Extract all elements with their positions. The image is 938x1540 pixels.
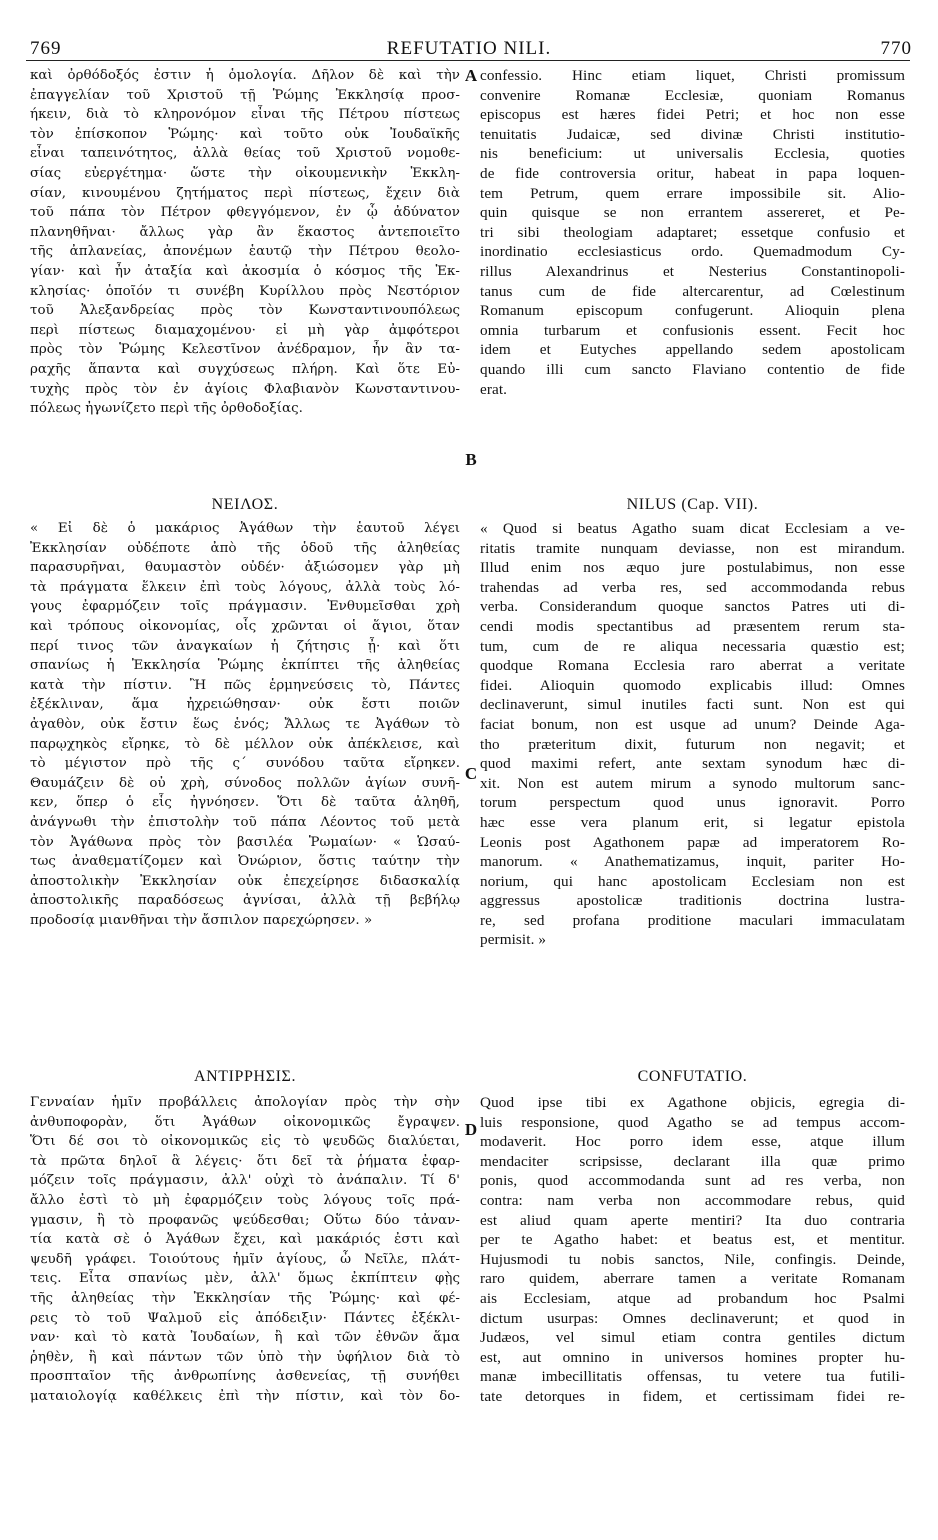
text-line: γίαν· καὶ ἦν ἀταξία καὶ ἀκοσμία ὁ κόσμος τῆς Ἐκ- (30, 263, 460, 279)
text-line: « Quod si beatus Agatho suam dicat Ecclesiam a ve- (480, 520, 905, 537)
text-line: παρασυρῆναι, θαυμαστὸν οὐδέν· ἀξιώσομεν γὰρ μὴ (30, 560, 460, 576)
text-line: τὸ μέγιστον πρὸ τῆς ς΄ συνόδου ταῦτα εἴρηκεν. (30, 756, 460, 772)
text-line: tate detorques in fidem, et certissimam fidei re- (480, 1387, 905, 1405)
text-line: Θαυμάζειν δὲ οὐ χρὴ, σύνοδος πολλῶν ἁγίων συνῆ- (30, 775, 460, 791)
text-line: dictum usurpas: Omnes declinaverunt; et quod in (480, 1309, 905, 1327)
text-line: καὶ ὀρθόδοξός ἐστιν ἡ ὁμολογία. Δῆλον δὲ καὶ τὴν (30, 68, 460, 83)
heading-confutatio: CONFUTATIO. (637, 1068, 748, 1085)
text-line: ἄλλο ἐστὶ τὸ μὴ ἐφαρμόζειν τοὺς λόγους τοῖς πρά- (30, 1192, 460, 1208)
text-line: ἀνάγνωθι τὴν ἐπιστολὴν τοῦ πάπα Λέοντος τοῦ μετὰ (30, 814, 460, 830)
text-line: per te Agatho habet: et beatus est, et mentitur. (480, 1231, 905, 1249)
latin-nilus-block (480, 519, 905, 950)
text-line: contra: nam verba non accommodare rebus, quid (480, 1191, 905, 1209)
text-line: ritatis tramite nunquam deviasse, non est mirandum. (480, 539, 905, 557)
heading-nilus: NILUS (Cap. VII). (626, 496, 759, 513)
text-line: πρὸς τὸν Ῥώμης Κελεστῖνον ἀνέδραμον, ἦν ἂν τα- (30, 342, 460, 358)
text-line: ῥηθὲν, ἢ καὶ πάντων τῶν ὑπὸ τὴν ὑφήλιον διὰ τὸ (30, 1349, 460, 1365)
header-rule (26, 60, 910, 61)
text-line: tem Petrum, quem errare impossibile sit. Alio- (480, 184, 905, 202)
text-line: Illud enim nos æquo jure postulabimus, non esse (480, 559, 905, 577)
text-line: modaverit. Hoc porro idem esse, atque illum (480, 1133, 905, 1151)
text-line: τοῦ πάπα τὸν Πέτρον φθεγγόμενον, ἐν ᾧ ἀδύνατον (30, 205, 460, 221)
text-line: ἐξέκλιναν, ἅμα ἠχρειώθησαν· οὐκ ἔστι ποιῶν (30, 697, 460, 713)
text-line: Γενναίαν ἡμῖν προβάλλεις ἀπολογίαν πρὸς τὴν σὴν (30, 1095, 460, 1110)
text-line: est aliud quam aperte mentiri? Ita duo contraria (480, 1211, 905, 1229)
text-line: tum, cum de re aliqua necessaria quæstio est; (480, 637, 905, 655)
text-line: τως ἀναθεματίζομεν καὶ Ὀνώριον, ὅστις ταύτην τὴν (30, 854, 460, 870)
text-line: καὶ τρόπους οἰκονομίας, οἷς χρῶνται οἱ ἅγιοι, ὅταν (30, 618, 460, 634)
text-line: de fide controversia oritur, habeat in papa loquen- (480, 164, 905, 182)
text-line: τῆς ἀληθείας τὴν Ἐκκλησίαν τῆς Ῥώμης· καὶ φέ- (30, 1290, 460, 1306)
text-line: est, aut omnino in universos homines propter hu- (480, 1348, 905, 1366)
text-line: τία κατὰ σὲ ὁ Ἀγάθων ἔχει, καὶ μακάριός ἐστι καὶ (30, 1232, 460, 1248)
text-line: « Εἰ δὲ ὁ μακάριος Ἀγάθων τὴν ἑαυτοῦ λέγει (30, 521, 460, 536)
text-line: εἶναι ταπεινότητος, ἀλλὰ θείας τοῦ Χριστοῦ νομοθε- (30, 146, 460, 162)
text-line: luis responsione, quod Agatho se ad tempus accom- (480, 1113, 905, 1131)
latin-intro-block (480, 66, 905, 399)
text-line: re, sed profana proditione maculari immaculatam (480, 911, 905, 929)
text-line: erat. (480, 380, 508, 398)
text-line: ἀποστολικῆς παραδόσεως ἁγνίσαι, ἀλλὰ τῇ βεβήλῳ (30, 893, 460, 909)
page-number-left: 769 (30, 38, 62, 59)
text-line: Ὅτι δέ σοι τὸ οἰκονομικῶς εἰς τὸ ψευδῶς διαλύεται, (30, 1134, 460, 1150)
text-line: declinaverunt, simul inutiles facti sunt. Non est qui (480, 696, 905, 714)
text-line: προσπταῖον τῆς ἀνθρωπίνης ἀσθενείας, τῇ συνήθει (30, 1369, 460, 1385)
text-line: ψευδῆ γράφει. Τοιούτους ἡμῖν ἁγίους, ὦ Νεῖλε, πλάτ- (30, 1251, 460, 1267)
margin-mark-c: C (464, 764, 478, 783)
text-line: xit. Non est autem mirum a synodo multorum sanc- (480, 774, 905, 792)
text-line: ἐπαγγελίαν τοῦ Χριστοῦ τῇ Ῥώμης Ἐκκλησίᾳ προσ- (30, 87, 460, 103)
text-line: faciat bonum, non est usque ad unum? Deinde Aga- (480, 715, 905, 733)
text-line: Judæos, vel simul etiam contra gentiles dictum (480, 1329, 905, 1347)
text-line: quin quisque se non errantem assereret, et Pe- (480, 204, 905, 222)
text-line: inordinatio ecclesiasticus ordo. Quemadmodum Cy- (480, 243, 905, 261)
text-line: norium, qui hanc apostolicam Ecclesiam non est (480, 872, 905, 890)
greek-intro-block (30, 66, 460, 419)
heading-antirrhesis: ΑΝΤΙΡΡΗΣΙΣ. (193, 1068, 297, 1085)
text-line: convenire Romanæ Ecclesiæ, quoniam Romanus (480, 86, 905, 104)
text-line: hæc esse vera planum erit, si legatur epistola (480, 813, 905, 831)
text-line: Quod ipse tibi ex Agathone objicis, egregia di- (480, 1094, 905, 1111)
text-line: Hujusmodi tu nobis sanctos, Nile, confingis. Deinde, (480, 1250, 905, 1268)
text-line: manæ imbecillitatis offensas, tu vetere tua futili- (480, 1368, 905, 1386)
text-line: παρῳχηκὸς εἴρηκε, τὸ δὲ μέλλον οὐκ ἀπέκλεισε, καὶ (30, 736, 460, 752)
text-line: raro quidem, aberrare tamen a veritate Romanam (480, 1270, 905, 1288)
text-line: omnia turbarum et confusionis essent. Fecit hoc (480, 321, 905, 339)
text-line: quando illi cum sancto Flaviano contentio de fide (480, 360, 905, 378)
text-line: episcopus est hæres fidei Petri; et hoc non esse (480, 106, 905, 124)
text-line: ais Ecclesiam, atque ad probandum hoc Psalmi (480, 1289, 905, 1307)
text-line: torum perspectum quod unus ignoravit. Porro (480, 794, 905, 812)
text-line: verba. Considerandum quoque sanctos Patres uti di- (480, 598, 905, 616)
text-line: ἀνθυποφορὰν, ὅτι Ἀγάθων οἰκονομικῶς ἔγραψεν. (30, 1114, 460, 1130)
latin-confutatio-block (480, 1093, 905, 1407)
text-line: ναν· καὶ τὸ κατὰ Ἰουδαίων, ἢ καὶ τῶν ἐθνῶν ἅμα (30, 1330, 460, 1346)
text-line: ραχῆς ἅπαντα καὶ συγχύσεως πλήρη. Καὶ ὅτε Εὐ- (30, 361, 460, 377)
text-line: σίαν, κινουμένου ζητήματος περὶ πίστεως, ἔχειν διὰ (30, 185, 460, 201)
text-line: tenuitatis Judaicæ, sed divinæ Christi institutio- (480, 125, 905, 143)
text-line: ἀποστολικὴν Ἐκκλησίαν οὐκ ἐπεχείρησε διδασκαλίᾳ (30, 873, 460, 889)
text-line: ponis, quod accommodanda sunt ad res verba, non (480, 1172, 905, 1190)
text-line: προδοσίᾳ μιανθῆναι τὴν ἄσπιλον παρεχώρησεν. » (30, 912, 373, 928)
text-line: τοῦ Ἀλεξανδρείας πρὸς τὸν Κωνσταντινουπόλεως (30, 303, 460, 319)
text-line: confessio. Hinc etiam liquet, Christi promissum (480, 67, 905, 84)
text-line: ήκειν, διὰ τὸ κληρονόμον εἶναι τῆς Πέτρου πίστεως (30, 107, 460, 123)
text-line: περὶ πίστεως διαμαχομένου· εἰ μὴ γὰρ ἀμφότεροι (30, 322, 460, 338)
text-line: ρεις τὸ τοῦ Ψαλμοῦ εἰς ἀπόδειξιν· Πάντες ἐξέκλι- (30, 1310, 460, 1326)
text-line: manorum. « Anathematizamus, inquit, pariter Ho- (480, 853, 905, 871)
text-line: τῆς ἀπλανείας, ἀπονέμων ἑαυτῷ τὴν Πέτρου θεολο- (30, 244, 460, 260)
text-line: γους ἐφαρμόζειν τοῖς πράγμασιν. Ἐνθυμεῖσθαι χρὴ (30, 599, 460, 615)
text-line: mendaciter scripsisse, declarant illa quæ primo (480, 1152, 905, 1170)
text-line: quod maximi refert, ante sextam synodum hæc di- (480, 755, 905, 773)
text-line: rillus Alexandrinus et Nesterius Constantinopoli- (480, 262, 905, 280)
text-line: Leonis post Agathonem papæ ad imperatorem Ro- (480, 833, 905, 851)
text-line: cendi modis spectantibus ad præsentem rerum sta- (480, 617, 905, 635)
text-line: idem et Eutyches appellando sedem apostolicam (480, 341, 905, 359)
text-line: fidei. Alioquin quomodo explicabis illud: Omnes (480, 676, 905, 694)
text-line: τεις. Εἶτα σπανίως μὲν, ἀλλ' ὅμως ἐκπίπτειν φῂς (30, 1271, 460, 1287)
text-line: πόλεως ἠγωνίζετο περὶ τῆς ὀρθοδοξίας. (30, 401, 303, 417)
text-line: κατὰ τὴν πίστιν. Ἢ πῶς ἑρμηνεύσεις τὸ, Πάντες (30, 677, 460, 693)
text-line: tanus cum de fide altercarentur, ad Cœlestinum (480, 282, 905, 300)
running-title: REFUTATIO NILI. (386, 38, 552, 59)
text-line: τὰ πράγματα ἕλκειν ἐπὶ τοὺς λόγους, ἀλλὰ τοὺς λό- (30, 579, 460, 595)
text-line: tho præteritum dixit, futurum non negavit; et (480, 735, 905, 753)
margin-mark-a: A (464, 66, 478, 85)
text-line: ἀγαθὸν, οὐκ ἔστιν ἕως ἑνός; Ἄλλως τε Ἀγάθων τὸ (30, 716, 460, 732)
margin-mark-b: B (465, 450, 477, 469)
text-line: μόζειν τοῖς πράγμασιν, ἀλλ' οὐχὶ τὸ ἀνάπαλιν. Τί δ' (30, 1173, 460, 1189)
text-line: τυχὴς πρὸς τὸν ἐν ἁγίοις Φλαβιανὸν Κωνσταντινου- (30, 381, 460, 397)
text-line: κλησίας· ὁποῖόν τι συνέβη Κυρίλλου πρὸς Νεστόριον (30, 283, 460, 299)
text-line: nis beneficium: ut universalis Ecclesia, quoties (480, 145, 905, 163)
text-line: πλανηθῆναι· ἄλλως γὰρ ἂν ἕκαστος ἀντεποιεῖτο (30, 224, 460, 240)
greek-neilos-block (30, 519, 460, 930)
greek-antirrhesis-block (30, 1093, 460, 1407)
text-line: τὸν Ἀγάθωνα πρὸς τὸν βασιλέα Ῥωμαίων· « Ὡσαύ- (30, 834, 460, 850)
text-line: γμασιν, ἢ τὸ προφανῶς ψεύδεσθαι; Οὕτω δύο τἀναν- (30, 1212, 460, 1228)
text-line: ματαιολογίᾳ καθέλκεις ἐπὶ τὴν πίστιν, καὶ τὸν δο- (30, 1388, 460, 1404)
text-line: tri sibi theologiam adaptaret; essetque confusio et (480, 223, 905, 241)
text-line: περί τινος τῶν ἀναγκαίων ἡ ζήτησις ᾖ· καὶ ὅτι (30, 638, 460, 654)
text-line: σίας εὐεργέτημα· ὥστε τὴν οἰκουμενικὴν Ἐκκλη- (30, 165, 460, 181)
text-line: quodque Romana Ecclesia raro aberrat a veritate (480, 657, 905, 675)
margin-mark-d: D (464, 1120, 478, 1139)
text-line: aggressus apostolicæ traditionis doctrina lustra- (480, 892, 905, 910)
text-line: permisit. » (480, 931, 547, 949)
text-line: Romanum episcopum confugerunt. Alioquin plena (480, 302, 905, 320)
text-line: σπανίως ἡ Ἐκκλησία Ῥώμης ἐκπίπτει τῆς ἀληθείας (30, 658, 460, 674)
text-line: κεν, ὅπερ ὁ εἷς ἠγνόησεν. Ὅτι δὲ ταῦτα ἀληθῆ, (30, 795, 460, 811)
page-number-right: 770 (880, 38, 912, 59)
text-line: τὰ πρῶτα δηλοῖ ἃ λέγεις· ὅτι δεῖ τὰ ῥήματα ἐφαρ- (30, 1153, 460, 1169)
text-line: trahendas ad verba res, sed accommodanda rebus (480, 578, 905, 596)
text-line: Ἐκκλησίαν οὐδέποτε ἀπὸ τῆς ὁδοῦ τῆς ἀληθείας (30, 540, 460, 556)
text-line: τὸν ἐπίσκοπον Ῥώμης· καὶ τοῦτο οὐκ Ἰουδαϊκῆς (30, 126, 460, 142)
heading-neilos: ΝΕΙΛΟΣ. (211, 496, 279, 513)
